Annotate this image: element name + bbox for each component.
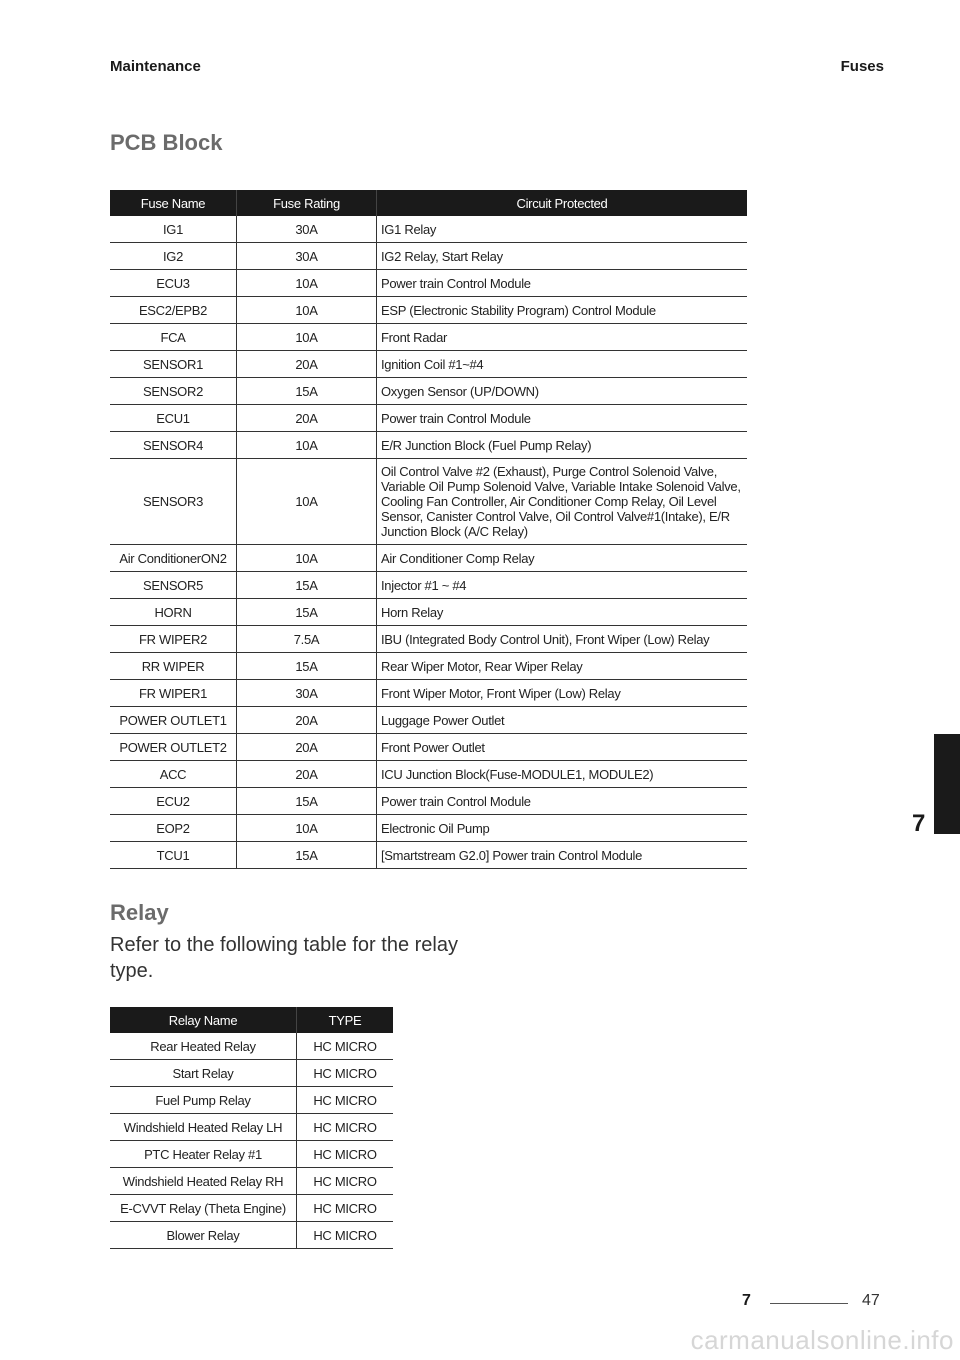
fuse-table-body [110, 216, 747, 869]
circuit-protected-cell: IBU (Integrated Body Control Unit), Front Wiper (Low) Relay [377, 626, 748, 653]
relay-table [110, 1007, 393, 1249]
footer-chapter-number: 7 [742, 1292, 751, 1309]
fuse-name-cell: RR WIPER [110, 653, 237, 680]
fuse-rating-cell: 15A [237, 788, 377, 815]
watermark: carmanualsonline.info [690, 1325, 954, 1355]
circuit-protected-cell: IG2 Relay, Start Relay [377, 243, 748, 270]
relay-type-cell: HC MICRO [297, 1060, 394, 1087]
fuse-rating-cell: 15A [237, 842, 377, 869]
fuse-rating-cell: 30A [237, 243, 377, 270]
table-row [110, 680, 747, 707]
table-row [110, 707, 747, 734]
table-row [110, 1114, 393, 1141]
circuit-protected-cell: Horn Relay [377, 599, 748, 626]
relay-title: Relay [110, 900, 169, 925]
fuse-name-cell: SENSOR5 [110, 572, 237, 599]
fuse-rating-cell: 20A [237, 734, 377, 761]
column-header-type: TYPE [297, 1007, 394, 1033]
table-row [110, 1087, 393, 1114]
fuse-rating-cell: 10A [237, 324, 377, 351]
section-header: Maintenance [110, 58, 201, 75]
topic-header: Fuses [840, 58, 884, 75]
fuse-name-cell: TCU1 [110, 842, 237, 869]
column-header-fuse-name: Fuse Name [110, 190, 237, 216]
relay-type-cell: HC MICRO [297, 1168, 394, 1195]
fuse-rating-cell: 10A [237, 459, 377, 545]
fuse-name-cell: IG2 [110, 243, 237, 270]
circuit-protected-cell: [Smartstream G2.0] Power train Control Module [377, 842, 748, 869]
footer-page-number: 47 [862, 1292, 880, 1309]
chapter-tab-marker [934, 734, 960, 834]
circuit-protected-cell: Power train Control Module [377, 270, 748, 297]
table-row [110, 545, 747, 572]
fuse-name-cell: SENSOR1 [110, 351, 237, 378]
table-row [110, 1033, 393, 1060]
fuse-rating-cell: 20A [237, 707, 377, 734]
relay-type-cell: HC MICRO [297, 1033, 394, 1060]
fuse-rating-cell: 30A [237, 216, 377, 243]
table-row [110, 1060, 393, 1087]
fuse-rating-cell: 10A [237, 297, 377, 324]
fuse-name-cell: POWER OUTLET2 [110, 734, 237, 761]
relay-table-body [110, 1033, 393, 1249]
table-row [110, 1168, 393, 1195]
relay-description: Refer to the following table for the relay type. [110, 934, 458, 982]
fuse-name-cell: EOP2 [110, 815, 237, 842]
circuit-protected-cell: Front Radar [377, 324, 748, 351]
fuse-table-header [110, 190, 747, 216]
table-row [110, 734, 747, 761]
relay-type-cell: HC MICRO [297, 1141, 394, 1168]
fuse-name-cell: FR WIPER1 [110, 680, 237, 707]
relay-name-cell: Rear Heated Relay [110, 1033, 297, 1060]
circuit-protected-cell: Ignition Coil #1~#4 [377, 351, 748, 378]
table-row [110, 572, 747, 599]
circuit-protected-cell: Oxygen Sensor (UP/DOWN) [377, 378, 748, 405]
fuse-rating-cell: 10A [237, 432, 377, 459]
chapter-tab-number: 7 [912, 810, 926, 837]
relay-name-cell: Blower Relay [110, 1222, 297, 1249]
circuit-protected-cell: Rear Wiper Motor, Rear Wiper Relay [377, 653, 748, 680]
fuse-name-cell: ECU3 [110, 270, 237, 297]
fuse-rating-cell: 15A [237, 572, 377, 599]
fuse-rating-cell: 20A [237, 351, 377, 378]
fuse-name-cell: FR WIPER2 [110, 626, 237, 653]
fuse-rating-cell: 20A [237, 761, 377, 788]
relay-type-cell: HC MICRO [297, 1114, 394, 1141]
circuit-protected-cell: ICU Junction Block(Fuse-MODULE1, MODULE2) [377, 761, 748, 788]
circuit-protected-cell: ESP (Electronic Stability Program) Control Module [377, 297, 748, 324]
fuse-rating-cell: 20A [237, 405, 377, 432]
fuse-name-cell: SENSOR4 [110, 432, 237, 459]
column-header-circuit-protected: Circuit Protected [377, 190, 748, 216]
relay-type-cell: HC MICRO [297, 1222, 394, 1249]
fuse-name-cell: ECU1 [110, 405, 237, 432]
circuit-protected-cell: Injector #1 ~ #4 [377, 572, 748, 599]
circuit-protected-cell: E/R Junction Block (Fuel Pump Relay) [377, 432, 748, 459]
fuse-name-cell: SENSOR2 [110, 378, 237, 405]
fuse-rating-cell: 15A [237, 653, 377, 680]
table-row [110, 1195, 393, 1222]
fuse-name-cell: HORN [110, 599, 237, 626]
circuit-protected-cell: IG1 Relay [377, 216, 748, 243]
fuse-rating-cell: 10A [237, 545, 377, 572]
table-row [110, 626, 747, 653]
circuit-protected-cell: Luggage Power Outlet [377, 707, 748, 734]
fuse-rating-cell: 30A [237, 680, 377, 707]
table-row [110, 432, 747, 459]
table-row [110, 351, 747, 378]
fuse-name-cell: IG1 [110, 216, 237, 243]
footer-divider [770, 1303, 848, 1304]
fuse-name-cell: FCA [110, 324, 237, 351]
table-row [110, 788, 747, 815]
relay-name-cell: Fuel Pump Relay [110, 1087, 297, 1114]
relay-type-cell: HC MICRO [297, 1087, 394, 1114]
circuit-protected-cell: Front Power Outlet [377, 734, 748, 761]
relay-name-cell: Start Relay [110, 1060, 297, 1087]
fuse-name-cell: ECU2 [110, 788, 237, 815]
fuse-name-cell: Air ConditionerON2 [110, 545, 237, 572]
table-row [110, 243, 747, 270]
table-row [110, 297, 747, 324]
fuse-rating-cell: 10A [237, 815, 377, 842]
fuse-table [110, 190, 747, 869]
table-row [110, 324, 747, 351]
relay-table-header [110, 1007, 393, 1033]
fuse-name-cell: POWER OUTLET1 [110, 707, 237, 734]
fuse-rating-cell: 15A [237, 378, 377, 405]
relay-type-cell: HC MICRO [297, 1195, 394, 1222]
table-row [110, 653, 747, 680]
fuse-rating-cell: 10A [237, 270, 377, 297]
circuit-protected-cell: Air Conditioner Comp Relay [377, 545, 748, 572]
table-row [110, 599, 747, 626]
circuit-protected-cell: Power train Control Module [377, 788, 748, 815]
relay-name-cell: Windshield Heated Relay LH [110, 1114, 297, 1141]
table-row [110, 378, 747, 405]
column-header-relay-name: Relay Name [110, 1007, 297, 1033]
relay-name-cell: Windshield Heated Relay RH [110, 1168, 297, 1195]
table-row [110, 216, 747, 243]
pcb-block-title: PCB Block [110, 130, 223, 155]
circuit-protected-cell: Oil Control Valve #2 (Exhaust), Purge Control Solenoid Valve, Variable Oil Pump Solenoid Valve, Variable Intake Solenoid Valve, Cooling Fan Controller, Air Conditioner Comp Relay, Oil Level Sensor, Canister Control Valve, Oil Control Valve#1(Intake), E/R Junction Block (A/C Relay) [377, 459, 748, 545]
table-row [110, 842, 747, 869]
fuse-name-cell: ESC2/EPB2 [110, 297, 237, 324]
table-row [110, 761, 747, 788]
table-row [110, 270, 747, 297]
column-header-fuse-rating: Fuse Rating [237, 190, 377, 216]
circuit-protected-cell: Electronic Oil Pump [377, 815, 748, 842]
relay-name-cell: PTC Heater Relay #1 [110, 1141, 297, 1168]
table-row [110, 1141, 393, 1168]
circuit-protected-cell: Front Wiper Motor, Front Wiper (Low) Relay [377, 680, 748, 707]
fuse-name-cell: ACC [110, 761, 237, 788]
table-row [110, 1222, 393, 1249]
table-row [110, 815, 747, 842]
table-row [110, 405, 747, 432]
fuse-name-cell: SENSOR3 [110, 459, 237, 545]
fuse-rating-cell: 7.5A [237, 626, 377, 653]
circuit-protected-cell: Power train Control Module [377, 405, 748, 432]
fuse-rating-cell: 15A [237, 599, 377, 626]
table-row [110, 459, 747, 545]
relay-name-cell: E-CVVT Relay (Theta Engine) [110, 1195, 297, 1222]
